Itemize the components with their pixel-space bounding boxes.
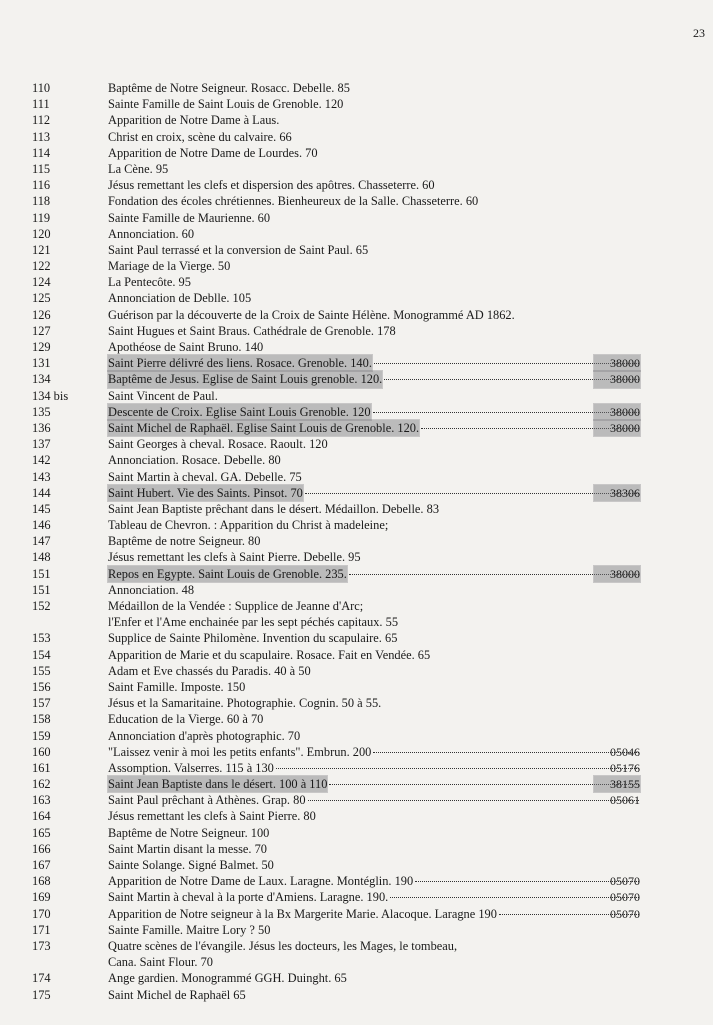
entry-description: Apparition de Notre Dame de Laux. Laragne. Montéglin. 190 [108, 874, 414, 889]
entry-description: Saint Jean Baptiste dans le désert. 100 à 110 [108, 777, 328, 792]
entry-description: Annonciation. 48 [108, 582, 195, 597]
entry-row [0, 792, 713, 808]
entry-number: 115 [32, 161, 51, 176]
entry-description-wrap [108, 307, 713, 323]
entry-row [0, 808, 713, 824]
entry-description-wrap [108, 808, 713, 824]
entry-number: 154 [32, 647, 51, 662]
entry-number: 118 [32, 194, 51, 209]
entry-description: Saint Martin à cheval. GA. Debelle. 75 [108, 469, 302, 484]
entry-description-wrap [108, 857, 713, 873]
dot-leader [305, 493, 639, 494]
entry-description-wrap [108, 371, 641, 387]
entry-description-wrap [108, 679, 713, 695]
entry-row [0, 388, 713, 404]
entry-row [0, 744, 713, 760]
entry-number: 168 [32, 874, 51, 889]
entry-description: Descente de Croix. Eglise Saint Louis Grenoble. 120 [108, 404, 371, 419]
entry-number: 119 [32, 210, 51, 225]
highlighted-entry-row [0, 566, 713, 582]
entry-description: Saint Martin disant la messe. 70 [108, 841, 267, 856]
entry-row [0, 549, 713, 565]
entry-number: 147 [32, 534, 51, 549]
entry-description-wrap [108, 323, 713, 339]
entry-description: Apparition de Notre seigneur à la Bx Margerite Marie. Alacoque. Laragne 190 [108, 906, 497, 921]
entry-code: 38306 [594, 485, 640, 501]
entry-row [0, 582, 713, 598]
entry-number: 116 [32, 178, 51, 193]
entry-number: 165 [32, 825, 51, 840]
entry-description: Saint Michel de Raphaël. Eglise Saint Louis de Grenoble. 120. [108, 420, 420, 435]
entry-number: 122 [32, 259, 51, 274]
entry-row [0, 987, 713, 1003]
entry-list [0, 80, 713, 1003]
entry-number: 151 [32, 582, 51, 597]
entry-description-wrap [108, 436, 713, 452]
entry-number: 156 [32, 679, 51, 694]
entry-description-wrap [108, 96, 713, 112]
entry-description: Sainte Solange. Signé Balmet. 50 [108, 858, 274, 872]
entry-description: Saint Vincent de Paul. [108, 388, 218, 403]
entry-number: 153 [32, 631, 51, 646]
entry-row [0, 663, 713, 679]
entry-row [0, 145, 713, 161]
entry-row [0, 96, 713, 112]
entry-row [0, 274, 713, 290]
entry-code: 05070 [610, 906, 640, 921]
entry-description-wrap [108, 614, 713, 630]
entry-description-wrap [108, 485, 641, 501]
entry-row [0, 614, 713, 630]
entry-number: 142 [32, 453, 51, 468]
highlighted-entry-row [0, 355, 713, 371]
entry-description: Apparition de Marie et du scapulaire. Rosace. Fait en Vendée. 65 [108, 647, 431, 662]
entry-number: 167 [32, 858, 51, 872]
highlighted-entry-row [0, 420, 713, 436]
entry-description: Sainte Famille de Saint Louis de Grenoble. 120 [108, 97, 344, 112]
entry-number: 160 [32, 744, 51, 759]
entry-code: 05176 [610, 760, 640, 775]
entry-row [0, 873, 713, 889]
entry-number: 175 [32, 987, 51, 1002]
entry-number: 127 [32, 323, 51, 338]
entry-row [0, 630, 713, 646]
entry-number: 164 [32, 809, 51, 824]
entry-number: 171 [32, 922, 51, 937]
entry-description-wrap [108, 760, 641, 776]
entry-row [0, 161, 713, 177]
entry-description: Mariage de la Vierge. 50 [108, 259, 231, 274]
entry-description: Adam et Eve chassés du Paradis. 40 à 50 [108, 663, 311, 678]
entry-row [0, 290, 713, 306]
entry-description-wrap [108, 145, 713, 161]
entry-row [0, 533, 713, 549]
entry-number: 145 [32, 501, 51, 516]
entry-description-wrap [108, 129, 713, 145]
entry-row [0, 129, 713, 145]
entry-description: l'Enfer et l'Ame enchainée par les sept péchés capitaux. 55 [108, 615, 399, 630]
entry-description-wrap [108, 420, 641, 436]
highlighted-entry-row [0, 485, 713, 501]
entry-description-wrap [108, 987, 713, 1003]
entry-description-wrap [108, 210, 713, 226]
entry-description-wrap [108, 938, 713, 954]
entry-description: Jésus remettant les clefs à Saint Pierre. Debelle. 95 [108, 550, 361, 565]
entry-description: Annonciation de Deblle. 105 [108, 291, 252, 306]
entry-number: 143 [32, 469, 51, 484]
entry-description: Baptême de Notre Seigneur. Rosacc. Debelle. 85 [108, 81, 350, 95]
entry-row [0, 647, 713, 663]
entry-description-wrap [108, 970, 713, 986]
entry-description: Quatre scènes de l'évangile. Jésus les docteurs, les Mages, le tombeau, [108, 938, 458, 953]
entry-description-wrap [108, 825, 713, 841]
entry-code: 05046 [610, 744, 640, 759]
entry-description: Jésus et la Samaritaine. Photographie. Cognin. 50 à 55. [108, 696, 382, 711]
entry-row [0, 825, 713, 841]
entry-description: Saint Pierre délivré des liens. Rosace. Grenoble. 140. [108, 356, 372, 371]
entry-description-wrap [108, 744, 641, 760]
entry-description: Saint Martin à cheval à la porte d'Amiens. Laragne. 190. [108, 890, 389, 905]
entry-row [0, 954, 713, 970]
entry-description: Assomption. Valserres. 115 à 130 [108, 760, 274, 775]
entry-row [0, 80, 713, 96]
dot-leader [308, 800, 639, 801]
entry-row [0, 695, 713, 711]
entry-description-wrap [108, 566, 641, 582]
entry-description: Saint Paul prêchant à Athènes. Grap. 80 [108, 793, 306, 808]
entry-description: Supplice de Sainte Philomène. Invention du scapulaire. 65 [108, 631, 398, 646]
entry-row [0, 242, 713, 258]
entry-number: 135 [32, 404, 51, 419]
entry-description: Saint Michel de Raphaël 65 [108, 987, 246, 1002]
entry-description: Annonciation. Rosace. Debelle. 80 [108, 453, 281, 468]
entry-number: 174 [32, 971, 51, 986]
entry-description-wrap [108, 889, 641, 905]
entry-description: Baptême de notre Seigneur. 80 [108, 534, 261, 549]
entry-code: 05061 [610, 793, 640, 808]
entry-row [0, 501, 713, 517]
entry-number: 161 [32, 760, 51, 775]
entry-number: 151 [32, 566, 51, 581]
entry-number: 173 [32, 938, 51, 953]
dot-leader [276, 768, 639, 769]
entry-description: Saint Paul terrassé et la conversion de Saint Paul. 65 [108, 242, 369, 257]
entry-description-wrap [108, 517, 713, 533]
entry-description-wrap [108, 954, 713, 970]
entry-row [0, 970, 713, 986]
entry-description: Saint Jean Baptiste prêchant dans le désert. Médaillon. Debelle. 83 [108, 501, 440, 516]
entry-description-wrap [108, 598, 713, 614]
entry-description-wrap [108, 630, 713, 646]
entry-row [0, 938, 713, 954]
entry-number: 163 [32, 793, 51, 808]
entry-number: 158 [32, 712, 51, 727]
entry-description-wrap [108, 274, 713, 290]
entry-number: 129 [32, 340, 51, 354]
entry-row [0, 177, 713, 193]
entry-description-wrap [108, 776, 641, 792]
entry-row [0, 210, 713, 226]
entry-row [0, 679, 713, 695]
entry-number: 125 [32, 291, 51, 306]
entry-description: Education de la Vierge. 60 à 70 [108, 712, 264, 727]
entry-code: 38155 [594, 776, 640, 792]
entry-number: 166 [32, 841, 51, 856]
entry-description: La Pentecôte. 95 [108, 275, 191, 290]
entry-number: 157 [32, 696, 51, 711]
entry-row [0, 841, 713, 857]
entry-code: 38000 [594, 420, 640, 436]
entry-description-wrap [108, 728, 713, 744]
entry-row [0, 193, 713, 209]
entry-description-wrap [108, 663, 713, 679]
entry-description: Cana. Saint Flour. 70 [108, 955, 213, 970]
entry-description-wrap [108, 112, 713, 128]
entry-description: Jésus remettant les clefs à Saint Pierre. 80 [108, 809, 316, 824]
entry-row [0, 226, 713, 242]
dot-leader [329, 784, 639, 785]
entry-row [0, 922, 713, 938]
entry-description-wrap [108, 792, 641, 808]
entry-row [0, 906, 713, 922]
entry-description: Baptême de Notre Seigneur. 100 [108, 825, 270, 840]
entry-description: Baptême de Jesus. Eglise de Saint Louis grenoble. 120. [108, 372, 383, 387]
entry-row [0, 857, 713, 873]
entry-number: 124 [32, 275, 51, 290]
entry-description-wrap [108, 193, 713, 209]
entry-description-wrap [108, 242, 713, 258]
entry-number: 114 [32, 145, 51, 160]
entry-number: 120 [32, 226, 51, 241]
entry-row [0, 323, 713, 339]
entry-description: Guérison par la découverte de la Croix de Sainte Hélène. Monogrammé AD 1862. [108, 307, 515, 322]
highlighted-entry-row [0, 371, 713, 387]
entry-row [0, 339, 713, 355]
entry-number: 155 [32, 663, 51, 678]
entry-code: 38000 [594, 566, 640, 582]
entry-description-wrap [108, 177, 713, 193]
entry-number: 111 [32, 97, 50, 112]
entry-description-wrap [108, 226, 713, 242]
entry-description-wrap [108, 469, 713, 485]
entry-description-wrap [108, 906, 641, 922]
entry-description-wrap [108, 258, 713, 274]
entry-number: 134 bis [32, 388, 69, 403]
entry-row [0, 889, 713, 905]
entry-row [0, 258, 713, 274]
entry-number: 146 [32, 518, 51, 533]
entry-number: 170 [32, 906, 51, 921]
entry-code: 05070 [610, 890, 640, 905]
page-number: 23 [693, 26, 705, 40]
entry-number: 162 [32, 777, 51, 792]
entry-row [0, 307, 713, 323]
entry-number: 169 [32, 890, 51, 905]
entry-description: Saint Famille. Imposte. 150 [108, 679, 246, 694]
entry-description: Apparition de Notre Dame à Laus. [108, 113, 280, 128]
entry-code: 38000 [594, 371, 640, 387]
entry-code: 38000 [594, 355, 640, 371]
entry-number: 137 [32, 437, 51, 452]
entry-number: 159 [32, 728, 51, 743]
entry-description: Jésus remettant les clefs et dispersion des apôtres. Chasseterre. 60 [108, 178, 435, 193]
entry-description: Apothéose de Saint Bruno. 140 [108, 340, 264, 354]
entry-number: 144 [32, 485, 51, 500]
entry-row [0, 436, 713, 452]
entry-number: 136 [32, 420, 51, 435]
entry-description-wrap [108, 80, 713, 96]
entry-description: Annonciation d'après photographic. 70 [108, 728, 301, 743]
entry-description: Fondation des écoles chrétiennes. Bienheureux de la Salle. Chasseterre. 60 [108, 194, 479, 209]
entry-code: 38000 [594, 404, 640, 420]
entry-description: Annonciation. 60 [108, 226, 195, 241]
entry-description: "Laissez venir à moi les petits enfants". Embrun. 200 [108, 744, 372, 759]
entry-description-wrap [108, 290, 713, 306]
entry-description-wrap [108, 695, 713, 711]
entry-description: Tableau de Chevron. : Apparition du Christ à madeleine; [108, 518, 389, 533]
entry-description-wrap [108, 841, 713, 857]
entry-number: 148 [32, 550, 51, 565]
entry-description-wrap [108, 388, 713, 404]
entry-description: Ange gardien. Monogrammé GGH. Duinght. 65 [108, 971, 347, 986]
entry-number: 126 [32, 307, 51, 322]
entry-description: Sainte Famille de Maurienne. 60 [108, 210, 271, 225]
entry-number: 131 [32, 356, 51, 371]
entry-row [0, 452, 713, 468]
entry-description-wrap [108, 355, 641, 371]
entry-description: Médaillon de la Vendée : Supplice de Jeanne d'Arc; [108, 599, 364, 613]
entry-number: 113 [32, 129, 51, 144]
entry-description-wrap [108, 452, 713, 468]
entry-row [0, 728, 713, 744]
entry-description-wrap [108, 161, 713, 177]
entry-description-wrap [108, 501, 713, 517]
entry-number: 152 [32, 599, 51, 613]
entry-description: Saint Hugues et Saint Braus. Cathédrale de Grenoble. 178 [108, 323, 396, 338]
highlighted-entry-row [0, 404, 713, 420]
entry-code: 05070 [610, 874, 640, 889]
entry-description: Saint Hubert. Vie des Saints. Pinsot. 70 [108, 485, 303, 500]
entry-description-wrap [108, 922, 713, 938]
entry-number: 110 [32, 81, 51, 95]
entry-description-wrap [108, 533, 713, 549]
entry-description-wrap [108, 339, 713, 355]
entry-description-wrap [108, 549, 713, 565]
entry-row [0, 469, 713, 485]
entry-description: Saint Georges à cheval. Rosace. Raoult. 120 [108, 437, 328, 452]
entry-description: Christ en croix, scène du calvaire. 66 [108, 129, 292, 144]
entry-row [0, 517, 713, 533]
entry-description-wrap [108, 873, 641, 889]
entry-description-wrap [108, 582, 713, 598]
entry-row [0, 711, 713, 727]
entry-description: La Cène. 95 [108, 161, 169, 176]
entry-description: Repos en Egypte. Saint Louis de Grenoble. 235. [108, 566, 347, 581]
entry-number: 134 [32, 372, 51, 387]
highlighted-entry-row [0, 776, 713, 792]
entry-row [0, 598, 713, 614]
entry-number: 112 [32, 113, 51, 128]
entry-description-wrap [108, 404, 641, 420]
entry-number: 121 [32, 242, 51, 257]
entry-description-wrap [108, 647, 713, 663]
entry-row [0, 760, 713, 776]
entry-description-wrap [108, 711, 713, 727]
entry-description: Sainte Famille. Maitre Lory ? 50 [108, 922, 271, 937]
entry-description: Apparition de Notre Dame de Lourdes. 70 [108, 145, 318, 160]
entry-row [0, 112, 713, 128]
